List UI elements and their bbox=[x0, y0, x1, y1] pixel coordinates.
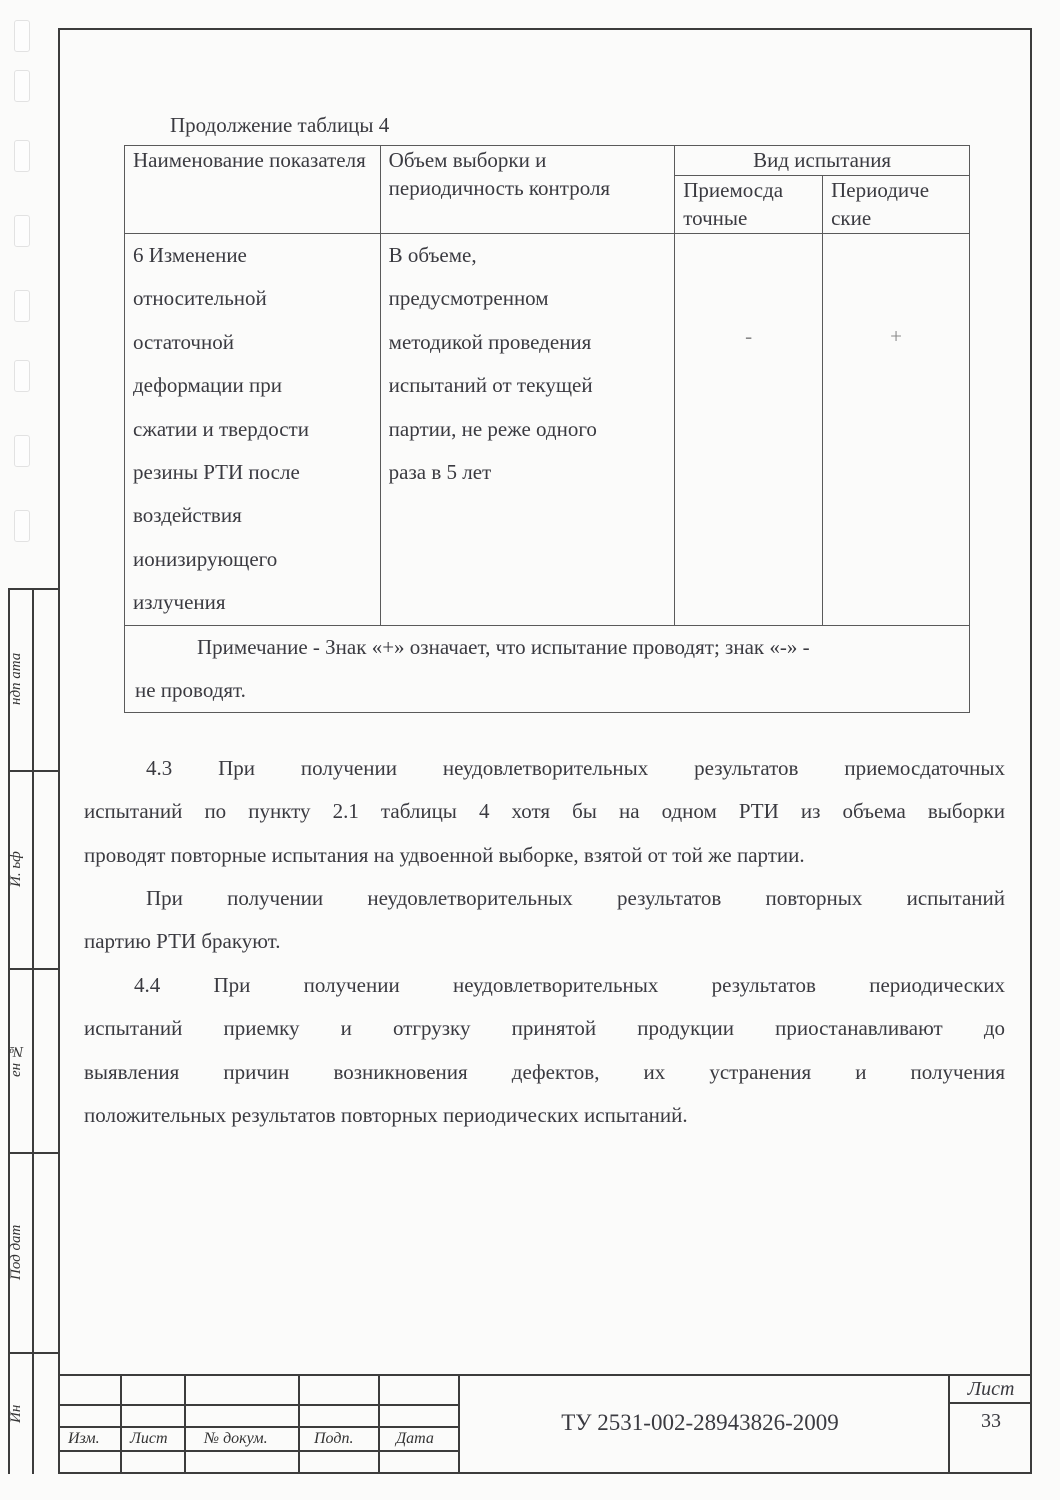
indicator-line: резины РТИ после bbox=[133, 460, 300, 485]
volume-line: методикой проведения bbox=[388, 329, 592, 354]
table-caption: Продолжение таблицы 4 bbox=[170, 113, 390, 137]
title-block bbox=[60, 1374, 1032, 1474]
indicator-line: излучения bbox=[133, 590, 226, 615]
side-label-dup-inv: И. ьф bbox=[8, 851, 24, 887]
tb-date-label: Дата bbox=[396, 1430, 434, 1447]
indicator-line: относительной bbox=[133, 286, 267, 311]
volume-line: В объеме, bbox=[388, 243, 477, 267]
header-sample-volume: Объем выборки и периодичность контроля bbox=[380, 146, 675, 234]
test-table bbox=[124, 145, 970, 713]
tb-izm-label: Изм. bbox=[68, 1430, 100, 1447]
sheet-label: Лист bbox=[967, 1378, 1015, 1400]
row-periodic-cell bbox=[823, 234, 970, 626]
table-note bbox=[125, 625, 970, 712]
indicator-line: сжатии и твердости bbox=[133, 416, 309, 441]
document-number: ТУ 2531-002-28943826-2009 bbox=[561, 1410, 839, 1435]
volume-line: предусмотренном bbox=[388, 286, 549, 311]
sheet-number: 33 bbox=[981, 1410, 1001, 1432]
volume-line: партии, не реже одного bbox=[388, 416, 597, 441]
row-acceptance-cell bbox=[675, 234, 823, 626]
para-4-4-line-1: 4.4 При получении неудовлетворительных результатов периодических bbox=[134, 973, 1005, 997]
note-line-2: не проводят. bbox=[135, 677, 246, 702]
para-4-4-line-4: положительных результатов повторных периодических испытаний. bbox=[84, 1103, 688, 1127]
side-label-sign-date-1: ндп ата bbox=[8, 652, 24, 706]
acceptance-mark: - bbox=[745, 324, 753, 348]
indicator-line: воздействия bbox=[133, 503, 242, 528]
para-4-4-line-3: выявления причин возникновения дефектов, их устранения и получения bbox=[84, 1060, 1005, 1084]
side-label-inv: Ин bbox=[8, 1404, 24, 1424]
indicator-line: деформации при bbox=[133, 373, 282, 398]
side-label-repl-inv: ен № bbox=[8, 1043, 24, 1077]
side-label-sign-date-2: Под дат bbox=[8, 1224, 24, 1280]
header-test-type: Вид испытания bbox=[675, 146, 970, 176]
indicator-line: 6 Изменение bbox=[133, 243, 247, 267]
tb-sign-label: Подп. bbox=[314, 1430, 354, 1447]
para-4-3-line-2: испытаний по пункту 2.1 таблицы 4 хотя бы на одном РТИ из объема выборки bbox=[84, 799, 1005, 823]
side-stamp-strip bbox=[8, 588, 58, 1474]
para-4-3b-line-1: При получении неудовлетворительных результатов повторных испытаний bbox=[146, 886, 1005, 910]
row-volume-cell bbox=[380, 234, 675, 626]
volume-line: раза в 5 лет bbox=[388, 460, 492, 485]
header-acceptance: Приемосда точные bbox=[675, 176, 823, 234]
para-4-3b-line-2: партию РТИ бракуют. bbox=[84, 929, 281, 953]
para-4-4-line-2: испытаний приемку и отгрузку принятой продукции приостанавливают до bbox=[84, 1016, 1005, 1040]
header-periodic: Периодиче ские bbox=[823, 176, 970, 234]
indicator-line: остаточной bbox=[133, 329, 234, 354]
volume-line: испытаний от текущей bbox=[388, 373, 593, 398]
note-line-1: Примечание - Знак «+» означает, что испытание проводят; знак «-» - bbox=[197, 634, 810, 659]
para-4-3-line-1: 4.3 При получении неудовлетворительных результатов приемосдаточных bbox=[146, 756, 1005, 780]
header-indicator-name: Наименование показателя bbox=[125, 146, 381, 234]
periodic-mark: + bbox=[890, 324, 902, 348]
indicator-line: ионизирующего bbox=[133, 546, 278, 571]
tb-list-label: Лист bbox=[130, 1430, 168, 1447]
para-4-3-line-3: проводят повторные испытания на удвоенной выборке, взятой от той же партии. bbox=[84, 843, 805, 867]
tb-doc-label: № докум. bbox=[204, 1430, 268, 1447]
row-indicator-cell bbox=[125, 234, 381, 626]
